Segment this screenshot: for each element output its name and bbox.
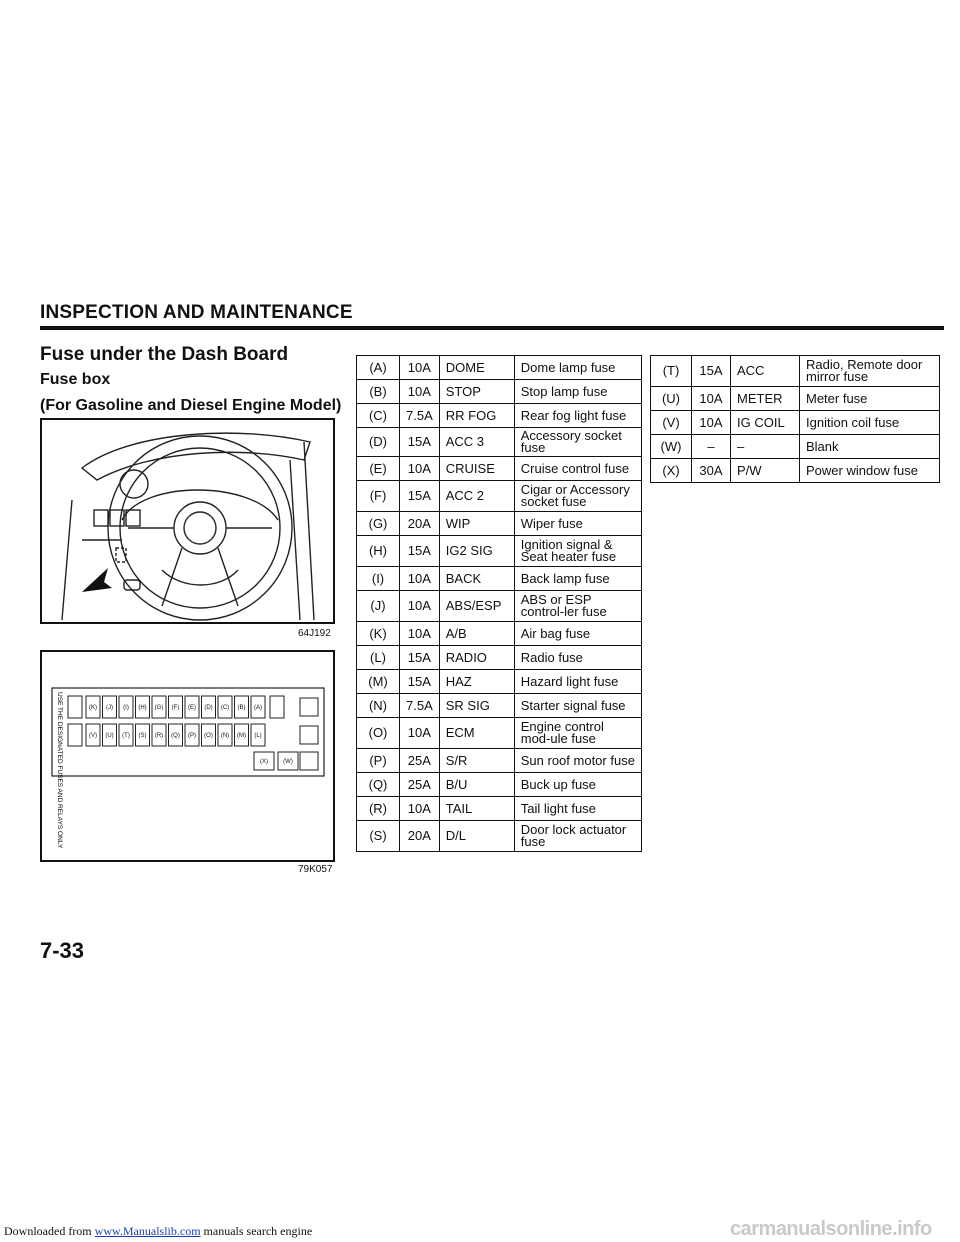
fuse-id: (H) (357, 536, 400, 567)
fuse-description: Tail light fuse (514, 797, 641, 821)
fuse-name: IG COIL (731, 411, 800, 435)
fuse-id: (G) (357, 512, 400, 536)
fuse-row (651, 411, 940, 435)
fuse-description: Ignition signal & Seat heater fuse (514, 536, 641, 567)
fusebox-layout (42, 652, 333, 860)
fuse-row (357, 512, 642, 536)
fuse-amperage: 25A (400, 773, 440, 797)
fuse-amperage: 30A (692, 459, 731, 483)
fuse-name: METER (731, 387, 800, 411)
fuse-description: Door lock actuator fuse (514, 821, 641, 852)
download-footer (0, 1218, 960, 1242)
figure-code: 64J192 (298, 628, 331, 639)
fuse-description: Back lamp fuse (514, 567, 641, 591)
fuse-slot-label: (E) (188, 705, 196, 711)
fuse-description: Cruise control fuse (514, 457, 641, 481)
fuse-amperage: 15A (400, 670, 440, 694)
header-divider (40, 326, 944, 330)
fuse-description: Ignition coil fuse (800, 411, 940, 435)
fuse-id: (L) (357, 646, 400, 670)
pointer-arrow-icon (82, 568, 112, 592)
fuse-row (357, 749, 642, 773)
fuse-slot-label: (K) (89, 705, 97, 711)
fuse-name: B/U (439, 773, 514, 797)
fuse-description: ABS or ESP control-ler fuse (514, 591, 641, 622)
fuse-id: (M) (357, 670, 400, 694)
fuse-row (651, 435, 940, 459)
fuse-slot-label: (I) (123, 705, 129, 711)
fuse-row (357, 670, 642, 694)
fuse-description: Hazard light fuse (514, 670, 641, 694)
fuse-slot-label: (U) (105, 733, 114, 739)
fusebox-notice: USE THE DESIGNATED FUSES AND RELAYS ONLY (56, 692, 63, 849)
fuse-slot-label: (N) (220, 733, 230, 739)
figure-code: 79K057 (298, 864, 333, 875)
steering-wheel-drawing (42, 420, 333, 622)
fuse-row (357, 821, 642, 852)
fuse-description: Accessory socket fuse (514, 428, 641, 457)
fuse-slot-label: (H) (138, 705, 147, 711)
fuse-name: DOME (439, 356, 514, 380)
fuse-id: (V) (651, 411, 692, 435)
fuse-amperage: 7.5A (400, 404, 440, 428)
fuse-amperage: 10A (692, 387, 731, 411)
fuse-id: (R) (357, 797, 400, 821)
spare-slot (68, 696, 82, 718)
fuse-table-side (650, 355, 940, 483)
fuse-id: (E) (357, 457, 400, 481)
fuse-name: CRUISE (439, 457, 514, 481)
fuse-slot-label: (G) (154, 705, 164, 711)
fuse-row (651, 356, 940, 387)
fuse-amperage: 10A (400, 356, 440, 380)
fuse-id: (A) (357, 356, 400, 380)
fuse-slot-label: (W) (283, 759, 293, 765)
fuse-slot-label: (P) (188, 733, 196, 739)
fuse-description: Air bag fuse (514, 622, 641, 646)
fuse-amperage: 20A (400, 512, 440, 536)
fuse-name: ACC 3 (439, 428, 514, 457)
fuse-slot-label: (R) (154, 733, 164, 739)
fuse-name: TAIL (439, 797, 514, 821)
fuse-row (357, 428, 642, 457)
fuse-name: D/L (439, 821, 514, 852)
fuse-row (357, 622, 642, 646)
fuse-id: (Q) (357, 773, 400, 797)
fuse-id: (I) (357, 567, 400, 591)
fuse-id: (N) (357, 694, 400, 718)
fuse-slot-label: (L) (254, 733, 262, 739)
fuse-id: (T) (651, 356, 692, 387)
fuse-row (357, 773, 642, 797)
fuse-description: Blank (800, 435, 940, 459)
fuse-amperage: – (692, 435, 731, 459)
fuse-row (357, 457, 642, 481)
fuse-description: Engine control mod-ule fuse (514, 718, 641, 749)
watermark-logo: carmanualsonline.info (730, 1218, 932, 1240)
fuse-row (357, 481, 642, 512)
fuse-name: STOP (439, 380, 514, 404)
fuse-amperage: 10A (400, 567, 440, 591)
fuse-id: (X) (651, 459, 692, 483)
fuse-name: RADIO (439, 646, 514, 670)
fuse-row (357, 356, 642, 380)
spare-slot (270, 696, 284, 718)
fuse-name: ACC (731, 356, 800, 387)
fuse-description: Radio, Remote door mirror fuse (800, 356, 940, 387)
fuse-id: (W) (651, 435, 692, 459)
fuse-slot-label: (X) (260, 759, 268, 765)
fuse-amperage: 10A (400, 457, 440, 481)
fuse-slot-label: (T) (122, 733, 130, 739)
fuse-slot-label: (V) (89, 733, 97, 739)
fuse-amperage: 10A (692, 411, 731, 435)
fuse-row (357, 797, 642, 821)
fuse-description: Starter signal fuse (514, 694, 641, 718)
fuse-amperage: 15A (400, 646, 440, 670)
fuse-table-main (356, 355, 642, 852)
fuse-row (357, 694, 642, 718)
fuse-amperage: 15A (400, 481, 440, 512)
relay-slot (300, 726, 318, 744)
page-header-title: INSPECTION AND MAINTENANCE (40, 302, 353, 323)
fuse-id: (C) (357, 404, 400, 428)
fuse-name: – (731, 435, 800, 459)
fuse-id: (K) (357, 622, 400, 646)
fuse-row (357, 404, 642, 428)
fuse-amperage: 15A (692, 356, 731, 387)
model-note: (For Gasoline and Diesel Engine Model) (40, 397, 342, 414)
fuse-description: Buck up fuse (514, 773, 641, 797)
fuse-name: SR SIG (439, 694, 514, 718)
section-subtitle: Fuse box (40, 371, 111, 388)
fuse-name: ABS/ESP (439, 591, 514, 622)
fuse-row (651, 387, 940, 411)
spare-slot (68, 724, 82, 746)
fuse-slot-label: (C) (220, 705, 230, 711)
fusebox-diagram (40, 650, 335, 862)
fuse-name: ACC 2 (439, 481, 514, 512)
fuse-amperage: 15A (400, 536, 440, 567)
relay-slot (300, 698, 318, 716)
fuse-slot-label: (F) (171, 705, 180, 711)
fuse-name: S/R (439, 749, 514, 773)
fuse-description: Stop lamp fuse (514, 380, 641, 404)
fuse-description: Cigar or Accessory socket fuse (514, 481, 641, 512)
fuse-id: (U) (651, 387, 692, 411)
fuse-id: (J) (357, 591, 400, 622)
fuse-id: (F) (357, 481, 400, 512)
fuse-slot-label: (B) (237, 705, 246, 711)
fuse-id: (S) (357, 821, 400, 852)
page-number: 7-33 (40, 938, 85, 963)
fuse-description: Sun roof motor fuse (514, 749, 641, 773)
fuse-row (357, 718, 642, 749)
footer-text: Downloaded from www.Manualslib.com manuals search engine (4, 1224, 313, 1238)
fuse-row (357, 646, 642, 670)
fuse-slot-label: (S) (138, 733, 147, 739)
fuse-amperage: 10A (400, 380, 440, 404)
fuse-name: P/W (731, 459, 800, 483)
fuse-name: IG2 SIG (439, 536, 514, 567)
fuse-row (357, 380, 642, 404)
dashboard-illustration (40, 418, 335, 624)
fuse-slot-label: (Q) (171, 733, 180, 739)
fuse-row (357, 536, 642, 567)
fuse-name: HAZ (439, 670, 514, 694)
fuse-name: ECM (439, 718, 514, 749)
fuse-id: (D) (357, 428, 400, 457)
fuse-amperage: 15A (400, 428, 440, 457)
fuse-amperage: 10A (400, 591, 440, 622)
fuse-row (651, 459, 940, 483)
fuse-name: BACK (439, 567, 514, 591)
fuse-description: Wiper fuse (514, 512, 641, 536)
fuse-amperage: 10A (400, 797, 440, 821)
fuse-description: Power window fuse (800, 459, 940, 483)
fuse-name: A/B (439, 622, 514, 646)
fuse-row (357, 591, 642, 622)
fuse-id: (O) (357, 718, 400, 749)
fuse-description: Rear fog light fuse (514, 404, 641, 428)
fuse-id: (B) (357, 380, 400, 404)
fuse-description: Radio fuse (514, 646, 641, 670)
relay-slot (300, 752, 318, 770)
fuse-description: Meter fuse (800, 387, 940, 411)
fuse-name: RR FOG (439, 404, 514, 428)
fuse-amperage: 25A (400, 749, 440, 773)
fuse-id: (P) (357, 749, 400, 773)
fuse-slot-label: (A) (254, 705, 262, 711)
fuse-row (357, 567, 642, 591)
fuse-slot-label: (D) (204, 705, 213, 711)
fuse-name: WIP (439, 512, 514, 536)
fuse-amperage: 10A (400, 718, 440, 749)
fuse-amperage: 20A (400, 821, 440, 852)
fuse-amperage: 10A (400, 622, 440, 646)
fuse-slot-label: (J) (106, 705, 113, 711)
fuse-amperage: 7.5A (400, 694, 440, 718)
fuse-slot-label: (O) (204, 733, 213, 739)
manualslib-link[interactable]: www.Manualslib.com (94, 1224, 201, 1238)
fuse-slot-label: (M) (237, 733, 246, 739)
section-title: Fuse under the Dash Board (40, 344, 289, 365)
fuse-description: Dome lamp fuse (514, 356, 641, 380)
